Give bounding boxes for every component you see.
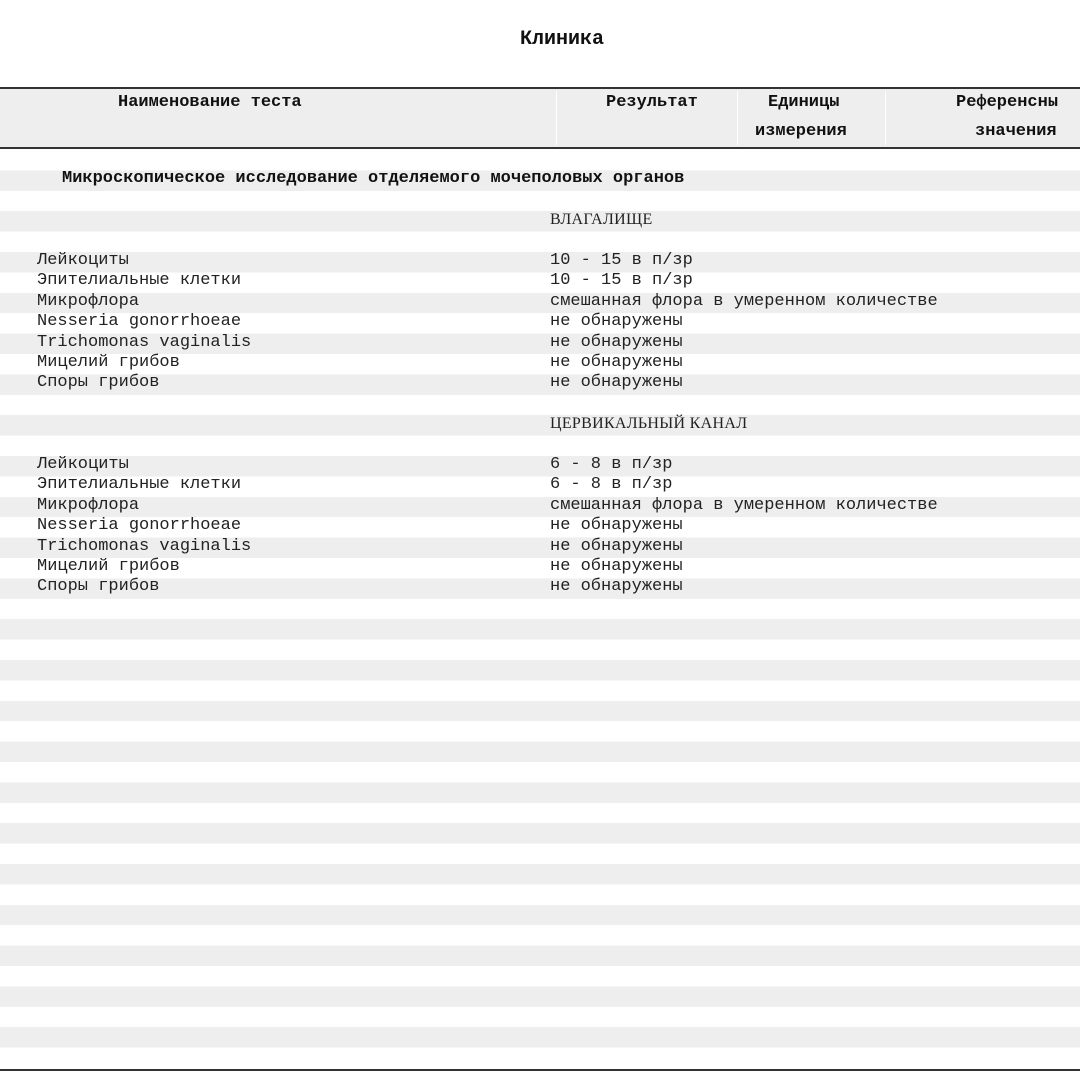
test-name: Споры грибов (37, 373, 160, 393)
table-row (0, 292, 1080, 312)
header-units-line1: Единицы (768, 93, 840, 112)
test-result: 6 - 8 в п/зр (550, 475, 673, 495)
test-result: смешанная флора в умеренном количестве (550, 495, 938, 515)
header-reference-line2: значения (975, 122, 1057, 141)
test-result: смешанная флора в умеренном количестве (550, 291, 938, 311)
test-result: не обнаружены (550, 516, 683, 536)
test-name: Лейкоциты (37, 251, 129, 270)
header-result: Результат (606, 93, 698, 112)
test-name: Trichomonas vaginalis (37, 332, 252, 352)
header-reference-line1: Референсны (956, 93, 1059, 112)
test-result: не обнаружены (550, 332, 683, 352)
test-name: Эпителиальные клетки (37, 271, 242, 291)
table-bottom-rule (0, 1069, 1080, 1071)
test-result: не обнаружены (550, 577, 683, 597)
table-row (0, 475, 1080, 495)
table-row (0, 557, 1080, 577)
group-title-cervical-canal: ЦЕРВИКАЛЬНЫЙ КАНАЛ (550, 415, 748, 432)
test-name: Мицелий грибов (37, 556, 180, 576)
test-name: Nesseria gonorrhoeae (37, 516, 242, 536)
test-result: 6 - 8 в п/зр (550, 455, 673, 474)
table-row (0, 496, 1080, 516)
test-result: не обнаружены (550, 536, 683, 556)
table-row (0, 271, 1080, 291)
test-result: 10 - 15 в п/зр (550, 271, 693, 291)
test-result: не обнаружены (550, 373, 683, 393)
test-result: 10 - 15 в п/зр (550, 251, 693, 270)
table-row (0, 251, 1080, 271)
clinic-title: Клиника (519, 28, 604, 51)
test-name: Trichomonas vaginalis (37, 536, 252, 556)
table-row (0, 373, 1080, 393)
test-name: Эпителиальные клетки (37, 475, 242, 495)
test-result: не обнаружены (550, 312, 683, 332)
table-row (0, 577, 1080, 597)
table-header (0, 87, 1080, 149)
column-divider (885, 91, 886, 145)
test-name: Nesseria gonorrhoeae (37, 312, 242, 332)
test-name: Мицелий грибов (37, 352, 180, 372)
column-divider (556, 91, 557, 145)
group-rows-cervical-canal (0, 455, 1080, 598)
test-result: не обнаружены (550, 352, 683, 372)
test-name: Споры грибов (37, 577, 160, 597)
table-row (0, 333, 1080, 353)
test-name: Лейкоциты (37, 455, 129, 474)
table-row (0, 455, 1080, 475)
test-name: Микрофлора (37, 495, 140, 515)
test-name: Микрофлора (37, 291, 140, 311)
test-result: не обнаружены (550, 556, 683, 576)
header-test-name: Наименование теста (118, 93, 302, 112)
header-units-line2: измерения (755, 122, 847, 141)
table-row (0, 537, 1080, 557)
column-divider (737, 91, 738, 145)
table-row (0, 312, 1080, 332)
section-title: Микроскопическое исследование отделяемого мочеполовых органов (62, 169, 685, 188)
table-row (0, 353, 1080, 373)
table-row (0, 516, 1080, 536)
group-title-vagina: ВЛАГАЛИЩЕ (550, 211, 653, 228)
group-rows-vagina (0, 251, 1080, 394)
